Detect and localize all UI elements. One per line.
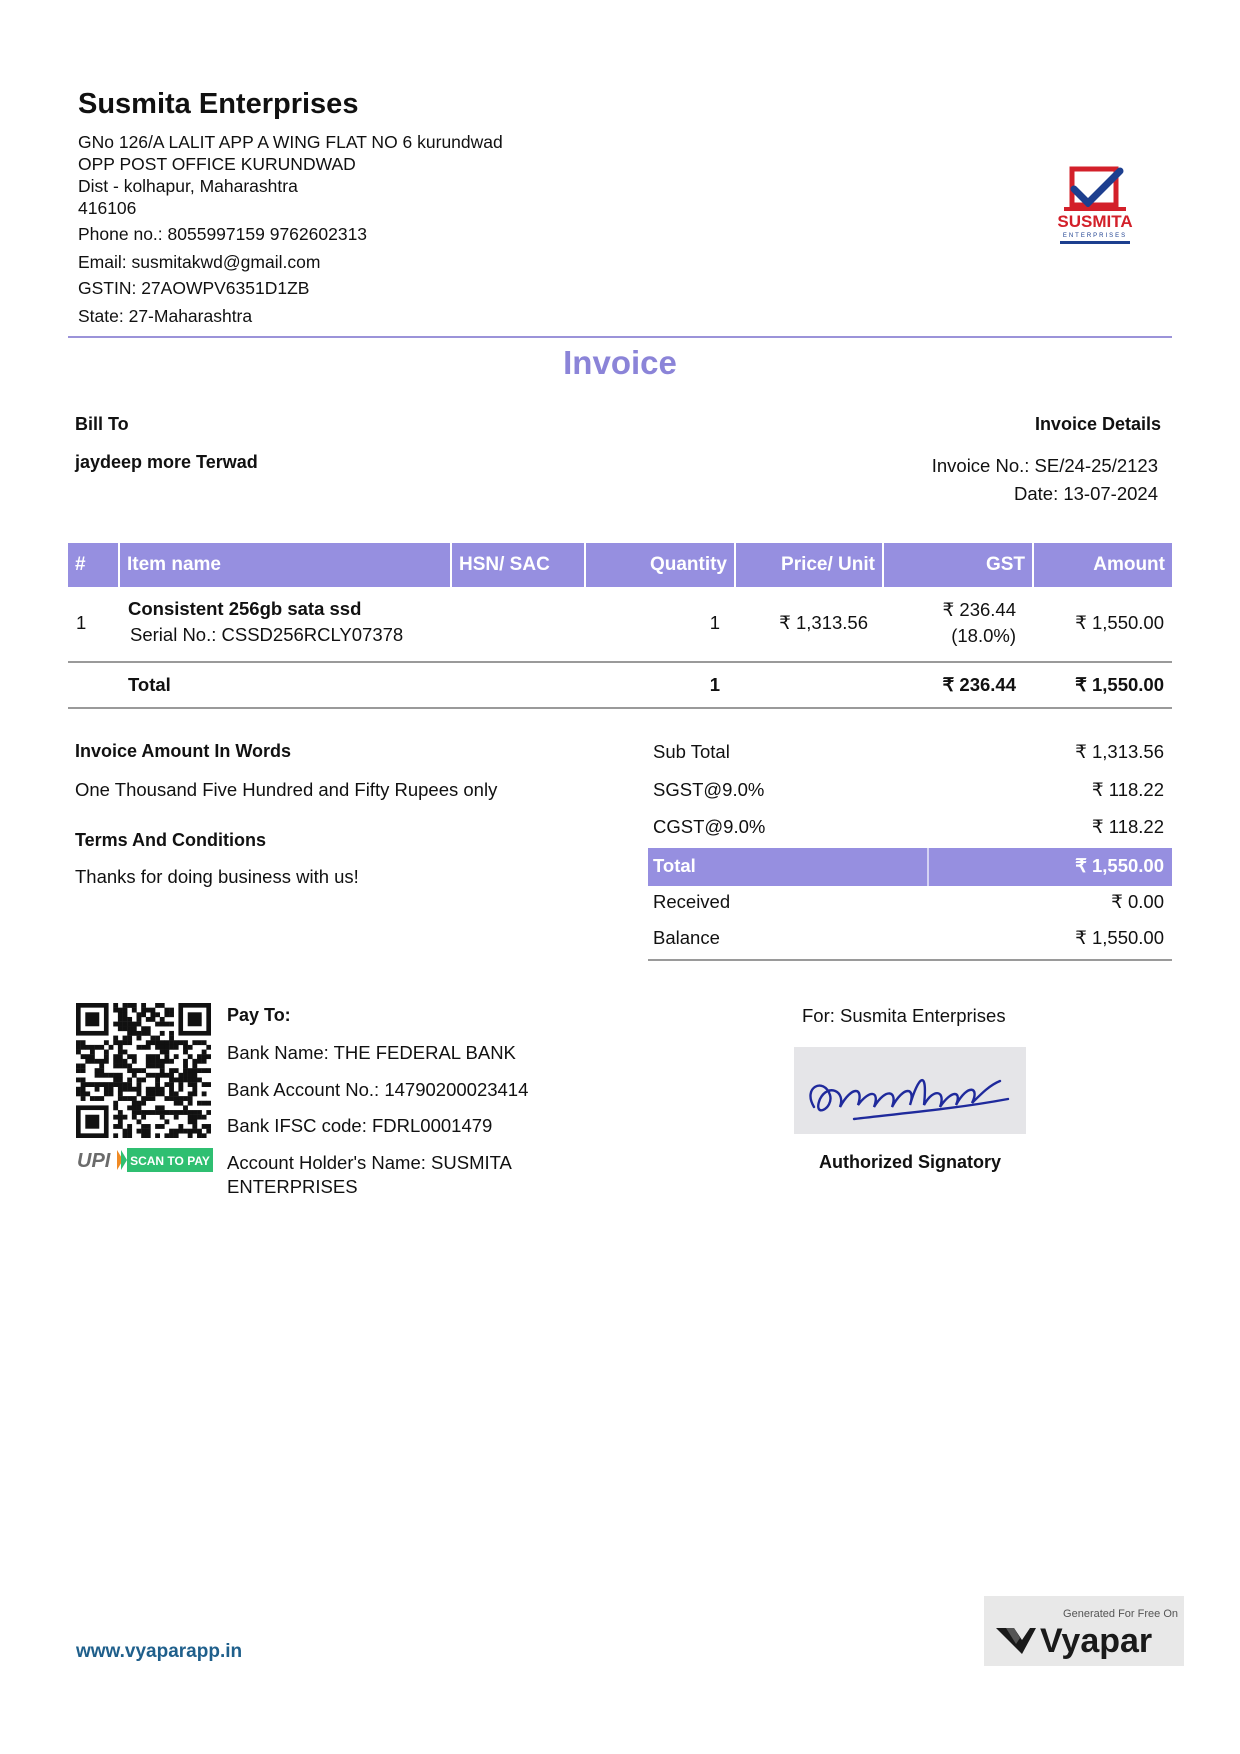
company-phone: Phone no.: 8055997159 9762602313 bbox=[78, 224, 368, 244]
company-address bbox=[78, 131, 503, 219]
sub-total-value: ₹ 1,313.56 bbox=[1075, 741, 1164, 762]
sub-total-label: Sub Total bbox=[653, 741, 730, 762]
bill-to-name: jaydeep more Terwad bbox=[75, 452, 258, 472]
total-label: Total bbox=[128, 674, 171, 695]
address-line: GNo 126/A LALIT APP A WING FLAT NO 6 kurundwad bbox=[78, 132, 503, 152]
company-gstin: GSTIN: 27AOWPV6351D1ZB bbox=[78, 278, 310, 298]
cgst-label: CGST@9.0% bbox=[653, 816, 766, 837]
row-gst: ₹ 236.44 bbox=[942, 599, 1016, 620]
col-header-item: Item name bbox=[120, 543, 450, 587]
balance-value: ₹ 1,550.00 bbox=[1075, 927, 1164, 948]
amount-words-label: Invoice Amount In Words bbox=[75, 741, 292, 761]
summary-total-label: Total bbox=[653, 855, 696, 876]
website-link[interactable]: www.vyaparapp.in bbox=[76, 1641, 243, 1662]
cgst-value: ₹ 118.22 bbox=[1091, 816, 1164, 837]
col-header-amount: Amount bbox=[1034, 543, 1172, 587]
qr-code-icon bbox=[76, 1003, 211, 1138]
summary-total-divider bbox=[927, 848, 929, 886]
col-header-gst: GST bbox=[884, 543, 1032, 587]
authorized-signatory-label: Authorized Signatory bbox=[818, 1152, 1001, 1172]
bank-ifsc: Bank IFSC code: FDRL0001479 bbox=[227, 1115, 493, 1136]
vyapar-brand: Vyapar bbox=[1040, 1622, 1153, 1660]
pay-to-label: Pay To: bbox=[227, 1005, 291, 1025]
account-holder-line1: Account Holder's Name: SUSMITA bbox=[227, 1152, 512, 1173]
row-quantity: 1 bbox=[709, 612, 720, 633]
row-amount: ₹ 1,550.00 bbox=[1075, 612, 1164, 633]
upi-label: UPI bbox=[77, 1150, 111, 1172]
table-divider bbox=[68, 661, 1172, 663]
row-price: ₹ 1,313.56 bbox=[779, 612, 868, 633]
row-gst-rate: (18.0%) bbox=[951, 625, 1016, 646]
company-email: Email: susmitakwd@gmail.com bbox=[78, 252, 321, 272]
vyapar-logo-icon bbox=[984, 1596, 1184, 1666]
total-quantity: 1 bbox=[709, 674, 720, 695]
summary-bottom-divider bbox=[648, 959, 1172, 961]
bank-account: Bank Account No.: 14790200023414 bbox=[227, 1079, 529, 1100]
scan-to-pay-label: SCAN TO PAY bbox=[130, 1154, 210, 1168]
terms-text: Thanks for doing business with us! bbox=[75, 866, 359, 887]
account-holder-line2: ENTERPRISES bbox=[227, 1176, 358, 1197]
terms-label: Terms And Conditions bbox=[75, 830, 266, 850]
items-table-header bbox=[68, 543, 1172, 587]
row-index: 1 bbox=[76, 612, 87, 633]
address-line: Dist - kolhapur, Maharashtra bbox=[78, 176, 298, 196]
address-line: OPP POST OFFICE KURUNDWAD bbox=[78, 154, 356, 174]
invoice-details-label: Invoice Details bbox=[1034, 414, 1161, 434]
col-header-hsn: HSN/ SAC bbox=[452, 543, 584, 587]
balance-label: Balance bbox=[653, 927, 720, 948]
header-divider bbox=[68, 336, 1172, 338]
invoice-number: Invoice No.: SE/24-25/2123 bbox=[931, 455, 1158, 476]
company-logo bbox=[1050, 165, 1140, 251]
checkmark-box-icon bbox=[1050, 165, 1140, 251]
col-header-quantity: Quantity bbox=[586, 543, 734, 587]
col-header-index: # bbox=[68, 543, 118, 587]
row-serial: Serial No.: CSSD256RCLY07378 bbox=[130, 624, 404, 645]
upi-logo-icon bbox=[75, 1146, 213, 1174]
invoice-date: Date: 13-07-2024 bbox=[1014, 483, 1158, 504]
generated-label: Generated For Free On bbox=[1063, 1608, 1178, 1620]
upi-badge bbox=[75, 1146, 213, 1174]
logo-text: SUSMITA bbox=[1057, 212, 1133, 231]
bank-name: Bank Name: THE FEDERAL BANK bbox=[227, 1042, 516, 1063]
sgst-value: ₹ 118.22 bbox=[1091, 779, 1164, 800]
received-label: Received bbox=[653, 891, 731, 912]
page-title: Invoice bbox=[563, 344, 677, 381]
col-header-price: Price/ Unit bbox=[736, 543, 882, 587]
address-line: 416106 bbox=[78, 198, 137, 218]
table-bottom-divider bbox=[68, 707, 1172, 709]
total-amount: ₹ 1,550.00 bbox=[1075, 674, 1164, 695]
logo-subtext: ENTERPRISES bbox=[1062, 233, 1128, 239]
signature-icon bbox=[794, 1047, 1026, 1134]
sgst-label: SGST@9.0% bbox=[653, 779, 765, 800]
received-value: ₹ 0.00 bbox=[1111, 891, 1164, 912]
signature-for-label: For: Susmita Enterprises bbox=[802, 1005, 1006, 1026]
total-gst: ₹ 236.44 bbox=[942, 674, 1016, 695]
qr-code bbox=[76, 1003, 211, 1138]
amount-words-text: One Thousand Five Hundred and Fifty Rupees only bbox=[75, 779, 498, 800]
signature-image bbox=[794, 1047, 1026, 1134]
row-item-name: Consistent 256gb sata ssd bbox=[128, 598, 362, 619]
company-name: Susmita Enterprises bbox=[78, 88, 359, 120]
vyapar-badge bbox=[984, 1596, 1184, 1666]
company-state: State: 27-Maharashtra bbox=[78, 306, 253, 326]
bill-to-label: Bill To bbox=[75, 414, 129, 434]
summary-total-value: ₹ 1,550.00 bbox=[1075, 855, 1164, 876]
